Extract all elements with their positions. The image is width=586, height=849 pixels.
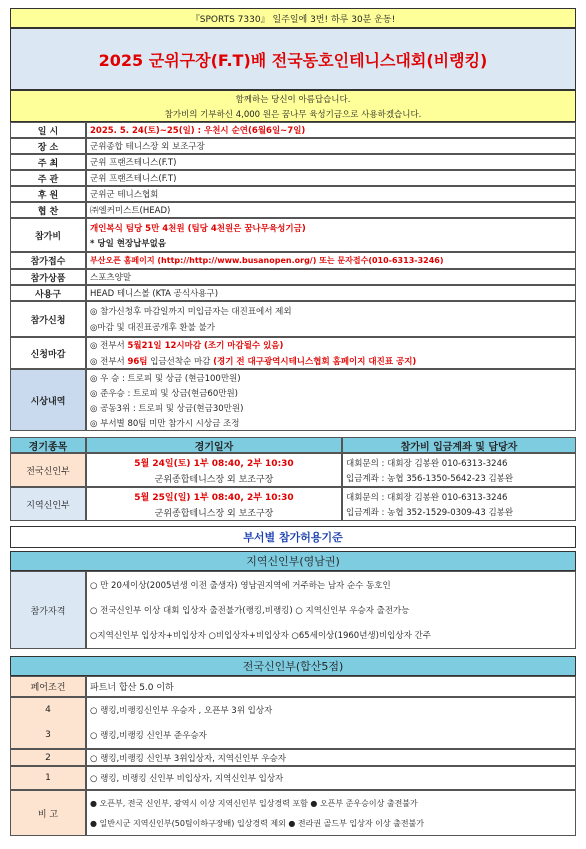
regional-title-box (10, 551, 576, 571)
deadline-label: 신청마감 (10, 337, 86, 369)
schedule-event-regional: 지역신인부 (10, 487, 86, 521)
note-line-2: ● 일반시군 지역신인부(50팀이하구장배) 입상경력 제외 ● 전라권 골드부 입상자 이상 출전불가 (90, 818, 425, 828)
regional-line-1: ○ 만 20세이상(2005년생 이전 출생자) 영남권지역에 거주하는 남자 순수 동호인 (90, 581, 391, 591)
awards-label: 시상내역 (10, 369, 86, 431)
score-2-text: ○ 랭킹,비랭킹 신인부 3위입상자, 지역신인부 우승자 (86, 749, 576, 766)
score-4: 4 (10, 697, 86, 722)
info-value-date: 2025. 5. 24(토)~25(일) : 우천시 순연(6월6일~7일) (86, 122, 576, 138)
title-box (10, 28, 576, 90)
deadline-team-count: 96팀 (127, 357, 148, 367)
award-4: ◎ 부서별 80팀 미만 참가시 시상금 조정 (90, 418, 240, 429)
schedule-date-national-text: 5월 24일(토) 1부 08:40, 2부 10:30 (134, 458, 294, 469)
cancel-line-1: ◎ 참가신청후 마감일까지 미입금자는 대진표에서 제외 (90, 307, 292, 317)
national-header-label: 페어조건 (10, 676, 86, 697)
ball-label: 사용구 (10, 285, 86, 301)
score-2: 2 (10, 749, 86, 766)
schedule-contact-national (342, 453, 576, 487)
schedule-header-event: 경기종목 (10, 437, 86, 453)
fee-line-2: * 당일 현장납부없음 (90, 238, 167, 249)
schedule-event-national: 전국신인부 (10, 453, 86, 487)
schedule-date-national (86, 453, 342, 487)
page-title: 2025 군위구장(F.T)배 전국동호인테니스대회(비랭킹) (98, 50, 488, 70)
ball-value: HEAD 테니스볼 (KTA 공식사용구) (86, 285, 576, 301)
deadline-line-1-prefix: ◎ 전부서 (90, 341, 128, 351)
schedule-contact-regional (342, 487, 576, 521)
intro-box (10, 90, 576, 122)
schedule-header-date: 경기일자 (86, 437, 342, 453)
national-title: 전국신인부(합산5점) (242, 660, 344, 673)
schedule-account-national: 입금계좌 : 농협 356-1350-5642-23 김봉완 (346, 473, 514, 484)
criteria-title: 부서별 참가허용기준 (243, 531, 343, 544)
info-value-support: ㈜엘커미스트(HEAD) (86, 202, 576, 218)
schedule-header-contact: 참가비 입금계좌 및 담당자 (342, 437, 576, 453)
regional-line-3: ○지역신인부 입상자+비입상자 ○비입상자+비입상자 ○65세이상(1960년생)비입상자 간주 (90, 631, 431, 641)
deadline-line-2 (90, 355, 416, 367)
deadline-value (86, 337, 576, 369)
score-3: 3 (10, 722, 86, 749)
info-value-host: 군위 프랜즈테니스(F.T) (86, 154, 576, 170)
awards-value (86, 369, 576, 431)
info-label-support: 협 찬 (10, 202, 86, 218)
award-1: ◎ 우 승 : 트로피 및 상금 (현금100만원) (90, 373, 241, 384)
national-header-value: 파트너 합산 5.0 이하 (86, 676, 576, 697)
deadline-notice: (경기 전 대구광역시테니스협회 홈페이지 대진표 공지) (213, 357, 417, 367)
apply-label: 참가접수 (10, 252, 86, 269)
cancel-line-2: ◎마감 및 대진표공개후 환불 불가 (90, 323, 215, 333)
deadline-line-2-mid: 입금선착순 마감 (147, 357, 214, 367)
prize-item-label: 참가상품 (10, 269, 86, 285)
regional-label: 참가자격 (10, 571, 86, 649)
national-title-box (10, 656, 576, 676)
apply-value: 부산오픈 홈페이지 (http://http://www.busanopen.org/) 또는 문자접수(010-6313-3246) (86, 252, 576, 269)
info-value-sponsor: 군위군 테니스협회 (86, 186, 576, 202)
info-value-organizer: 군위 프랜즈테니스(F.T) (86, 170, 576, 186)
info-label-organizer: 주 관 (10, 170, 86, 186)
cancel-value (86, 301, 576, 337)
note-label: 비 고 (10, 790, 86, 836)
schedule-contact-regional-text: 대회문의 : 대회장 김봉완 010-6313-3246 (346, 492, 508, 503)
schedule-contact-national-text: 대회문의 : 대회장 김봉완 010-6313-3246 (346, 458, 508, 469)
criteria-title-box (10, 526, 576, 548)
slogan-text: 『SPORTS 7330』 일주일에 3번! 하루 30분 운동! (190, 14, 396, 25)
prize-item-value: 스포츠양말 (86, 269, 576, 285)
schedule-venue-national: 군위종합테니스장 외 보조구장 (154, 474, 274, 485)
deadline-line-1 (90, 339, 283, 351)
note-value (86, 790, 576, 836)
info-label-sponsor: 후 원 (10, 186, 86, 202)
score-4-text: ○ 랭킹,비랭킹신인부 우승자 , 오픈부 3위 입상자 (86, 697, 576, 722)
regional-line-2: ○ 전국신인부 이상 대회 입상자 출전불가(랭킹,비랭킹) ○ 지역신인부 우승자 출전가능 (90, 606, 410, 616)
schedule-date-regional (86, 487, 342, 521)
regional-value (86, 571, 576, 649)
regional-title: 지역신인부(영남권) (246, 555, 340, 568)
schedule-date-regional-text: 5월 25일(일) 1부 08:40, 2부 10:30 (134, 492, 294, 503)
score-3-text: ○ 랭킹,비랭킹 신인부 준우승자 (86, 722, 576, 749)
award-3: ◎ 공동3위 : 트로피 및 상금(현금30만원) (90, 403, 244, 414)
deadline-line-2-prefix: ◎ 전부서 (90, 357, 128, 367)
schedule-account-regional: 입금계좌 : 농협 352-1529-0309-43 김봉완 (346, 507, 514, 518)
note-line-1: ● 오픈부, 전국 신인부, 광역시 이상 지역신인부 입상경력 포함 ● 오픈부 준우승이상 출전불가 (90, 798, 418, 808)
score-1: 1 (10, 766, 86, 790)
info-value-venue: 군위종합 테니스장 외 보조구장 (86, 138, 576, 154)
intro-line-2: 참가비의 기부하신 4,000 원은 꿈나무 육성기금으로 사용하겠습니다. (164, 109, 422, 120)
intro-line-1: 함께하는 당신이 아름답습니다. (235, 94, 351, 105)
cancel-label: 참가신청 (10, 301, 86, 337)
fee-label: 참가비 (10, 218, 86, 252)
slogan-bar (10, 8, 576, 28)
info-label-venue: 장 소 (10, 138, 86, 154)
fee-line-1: 개인복식 팀당 5만 4천원 (팀당 4천원은 꿈나무육성기금) (90, 223, 306, 234)
deadline-date: 5월21일 12시마감 (조기 마감될수 있음) (127, 341, 284, 351)
schedule-venue-regional: 군위종합테니스장 외 보조구장 (154, 508, 274, 519)
fee-value (86, 218, 576, 252)
award-2: ◎ 준우승 : 트로피 및 상금(현금60만원) (90, 388, 238, 399)
info-label-host: 주 최 (10, 154, 86, 170)
info-label-date: 일 시 (10, 122, 86, 138)
score-1-text: ○ 랭킹, 비랭킹 신인부 비입상자, 지역신인부 입상자 (86, 766, 576, 790)
